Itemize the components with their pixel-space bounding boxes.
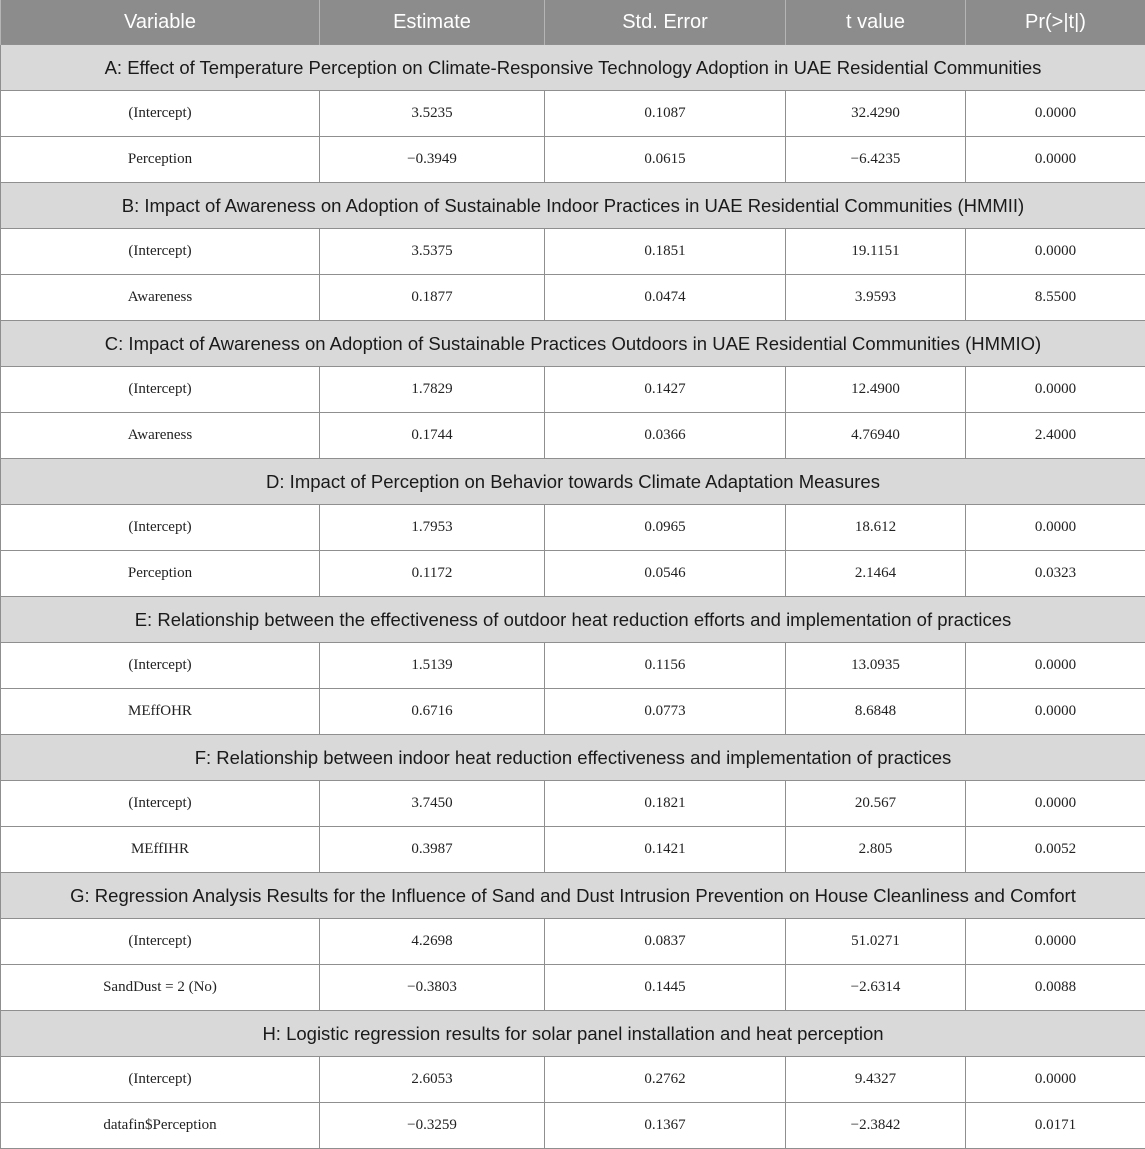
cell-estimate: 4.2698 (320, 919, 545, 965)
section-title: D: Impact of Perception on Behavior towards Climate Adaptation Measures (1, 459, 1145, 505)
cell-std-error: 0.0837 (545, 919, 786, 965)
table-row (1, 781, 1145, 827)
cell-variable: (Intercept) (1, 91, 320, 137)
cell-p-value: 0.0000 (966, 919, 1145, 965)
cell-t-value: 32.4290 (786, 91, 966, 137)
cell-estimate: 0.1877 (320, 275, 545, 321)
table-row (1, 137, 1145, 183)
cell-variable: Awareness (1, 413, 320, 459)
cell-t-value: 18.612 (786, 505, 966, 551)
table-row (1, 827, 1145, 873)
cell-std-error: 0.0546 (545, 551, 786, 597)
cell-p-value: 0.0052 (966, 827, 1145, 873)
cell-std-error: 0.1156 (545, 643, 786, 689)
cell-std-error: 0.1421 (545, 827, 786, 873)
cell-p-value: 0.0000 (966, 1057, 1145, 1103)
table-row (1, 689, 1145, 735)
cell-variable: datafin$Perception (1, 1103, 320, 1149)
cell-std-error: 0.0615 (545, 137, 786, 183)
cell-p-value: 0.0000 (966, 505, 1145, 551)
cell-variable: (Intercept) (1, 505, 320, 551)
column-header-estimate: Estimate (320, 0, 545, 45)
cell-std-error: 0.0773 (545, 689, 786, 735)
section-row (1, 1011, 1145, 1057)
cell-std-error: 0.0965 (545, 505, 786, 551)
section-title: E: Relationship between the effectiveness of outdoor heat reduction efforts and implementation of practices (1, 597, 1145, 643)
table-row (1, 367, 1145, 413)
cell-variable: MEffIHR (1, 827, 320, 873)
cell-variable: (Intercept) (1, 643, 320, 689)
table-row (1, 275, 1145, 321)
cell-t-value: −2.6314 (786, 965, 966, 1011)
cell-estimate: 1.7829 (320, 367, 545, 413)
cell-estimate: 2.6053 (320, 1057, 545, 1103)
cell-p-value: 0.0000 (966, 689, 1145, 735)
cell-estimate: 1.5139 (320, 643, 545, 689)
table-row (1, 229, 1145, 275)
cell-std-error: 0.2762 (545, 1057, 786, 1103)
cell-estimate: 0.1744 (320, 413, 545, 459)
cell-t-value: 4.76940 (786, 413, 966, 459)
section-row (1, 459, 1145, 505)
section-row (1, 735, 1145, 781)
cell-estimate: −0.3949 (320, 137, 545, 183)
cell-std-error: 0.1851 (545, 229, 786, 275)
table-row (1, 91, 1145, 137)
cell-t-value: 12.4900 (786, 367, 966, 413)
cell-variable: Perception (1, 137, 320, 183)
cell-estimate: 0.6716 (320, 689, 545, 735)
cell-estimate: 3.7450 (320, 781, 545, 827)
cell-t-value: 13.0935 (786, 643, 966, 689)
cell-t-value: 51.0271 (786, 919, 966, 965)
cell-std-error: 0.0474 (545, 275, 786, 321)
column-header-t-value: t value (786, 0, 966, 45)
cell-std-error: 0.1427 (545, 367, 786, 413)
column-header-variable: Variable (1, 0, 320, 45)
section-title: F: Relationship between indoor heat reduction effectiveness and implementation of practices (1, 735, 1145, 781)
cell-t-value: 19.1151 (786, 229, 966, 275)
table-row (1, 505, 1145, 551)
cell-std-error: 0.0366 (545, 413, 786, 459)
cell-variable: (Intercept) (1, 229, 320, 275)
cell-t-value: 2.805 (786, 827, 966, 873)
cell-p-value: 0.0000 (966, 643, 1145, 689)
cell-p-value: 0.0000 (966, 137, 1145, 183)
column-header-p-value: Pr(>|t|) (966, 0, 1145, 45)
cell-estimate: −0.3259 (320, 1103, 545, 1149)
cell-estimate: 0.1172 (320, 551, 545, 597)
table-row (1, 1103, 1145, 1149)
cell-std-error: 0.1821 (545, 781, 786, 827)
cell-p-value: 0.0000 (966, 229, 1145, 275)
table-row (1, 965, 1145, 1011)
section-title: H: Logistic regression results for solar panel installation and heat perception (1, 1011, 1145, 1057)
cell-std-error: 0.1087 (545, 91, 786, 137)
table-row (1, 1057, 1145, 1103)
cell-t-value: 2.1464 (786, 551, 966, 597)
cell-variable: (Intercept) (1, 919, 320, 965)
section-row (1, 597, 1145, 643)
cell-estimate: 3.5375 (320, 229, 545, 275)
cell-estimate: 0.3987 (320, 827, 545, 873)
section-title: C: Impact of Awareness on Adoption of Sustainable Practices Outdoors in UAE Residential Communities (HMMIO) (1, 321, 1145, 367)
cell-t-value: −2.3842 (786, 1103, 966, 1149)
cell-estimate: 1.7953 (320, 505, 545, 551)
table-row (1, 551, 1145, 597)
cell-t-value: 9.4327 (786, 1057, 966, 1103)
section-row (1, 183, 1145, 229)
cell-p-value: 0.0323 (966, 551, 1145, 597)
cell-variable: Awareness (1, 275, 320, 321)
cell-variable: (Intercept) (1, 781, 320, 827)
cell-p-value: 2.4000 (966, 413, 1145, 459)
table-row (1, 413, 1145, 459)
cell-p-value: 0.0000 (966, 781, 1145, 827)
cell-estimate: 3.5235 (320, 91, 545, 137)
cell-p-value: 0.0088 (966, 965, 1145, 1011)
cell-variable: SandDust = 2 (No) (1, 965, 320, 1011)
section-row (1, 45, 1145, 91)
cell-p-value: 0.0171 (966, 1103, 1145, 1149)
table-row (1, 643, 1145, 689)
cell-p-value: 0.0000 (966, 367, 1145, 413)
cell-p-value: 0.0000 (966, 91, 1145, 137)
table-row (1, 919, 1145, 965)
section-row (1, 873, 1145, 919)
cell-variable: Perception (1, 551, 320, 597)
cell-estimate: −0.3803 (320, 965, 545, 1011)
cell-variable: (Intercept) (1, 1057, 320, 1103)
section-title: B: Impact of Awareness on Adoption of Sustainable Indoor Practices in UAE Residential Communities (HMMII) (1, 183, 1145, 229)
section-title: A: Effect of Temperature Perception on Climate-Responsive Technology Adoption in UAE Residential Communities (1, 45, 1145, 91)
column-header-std-error: Std. Error (545, 0, 786, 45)
cell-t-value: 3.9593 (786, 275, 966, 321)
cell-std-error: 0.1445 (545, 965, 786, 1011)
cell-t-value: 8.6848 (786, 689, 966, 735)
cell-t-value: −6.4235 (786, 137, 966, 183)
cell-variable: MEffOHR (1, 689, 320, 735)
cell-p-value: 8.5500 (966, 275, 1145, 321)
section-title: G: Regression Analysis Results for the Influence of Sand and Dust Intrusion Prevention on House Cleanliness and Comfort (1, 873, 1145, 919)
header-row (1, 0, 1145, 45)
cell-variable: (Intercept) (1, 367, 320, 413)
cell-t-value: 20.567 (786, 781, 966, 827)
cell-std-error: 0.1367 (545, 1103, 786, 1149)
section-row (1, 321, 1145, 367)
